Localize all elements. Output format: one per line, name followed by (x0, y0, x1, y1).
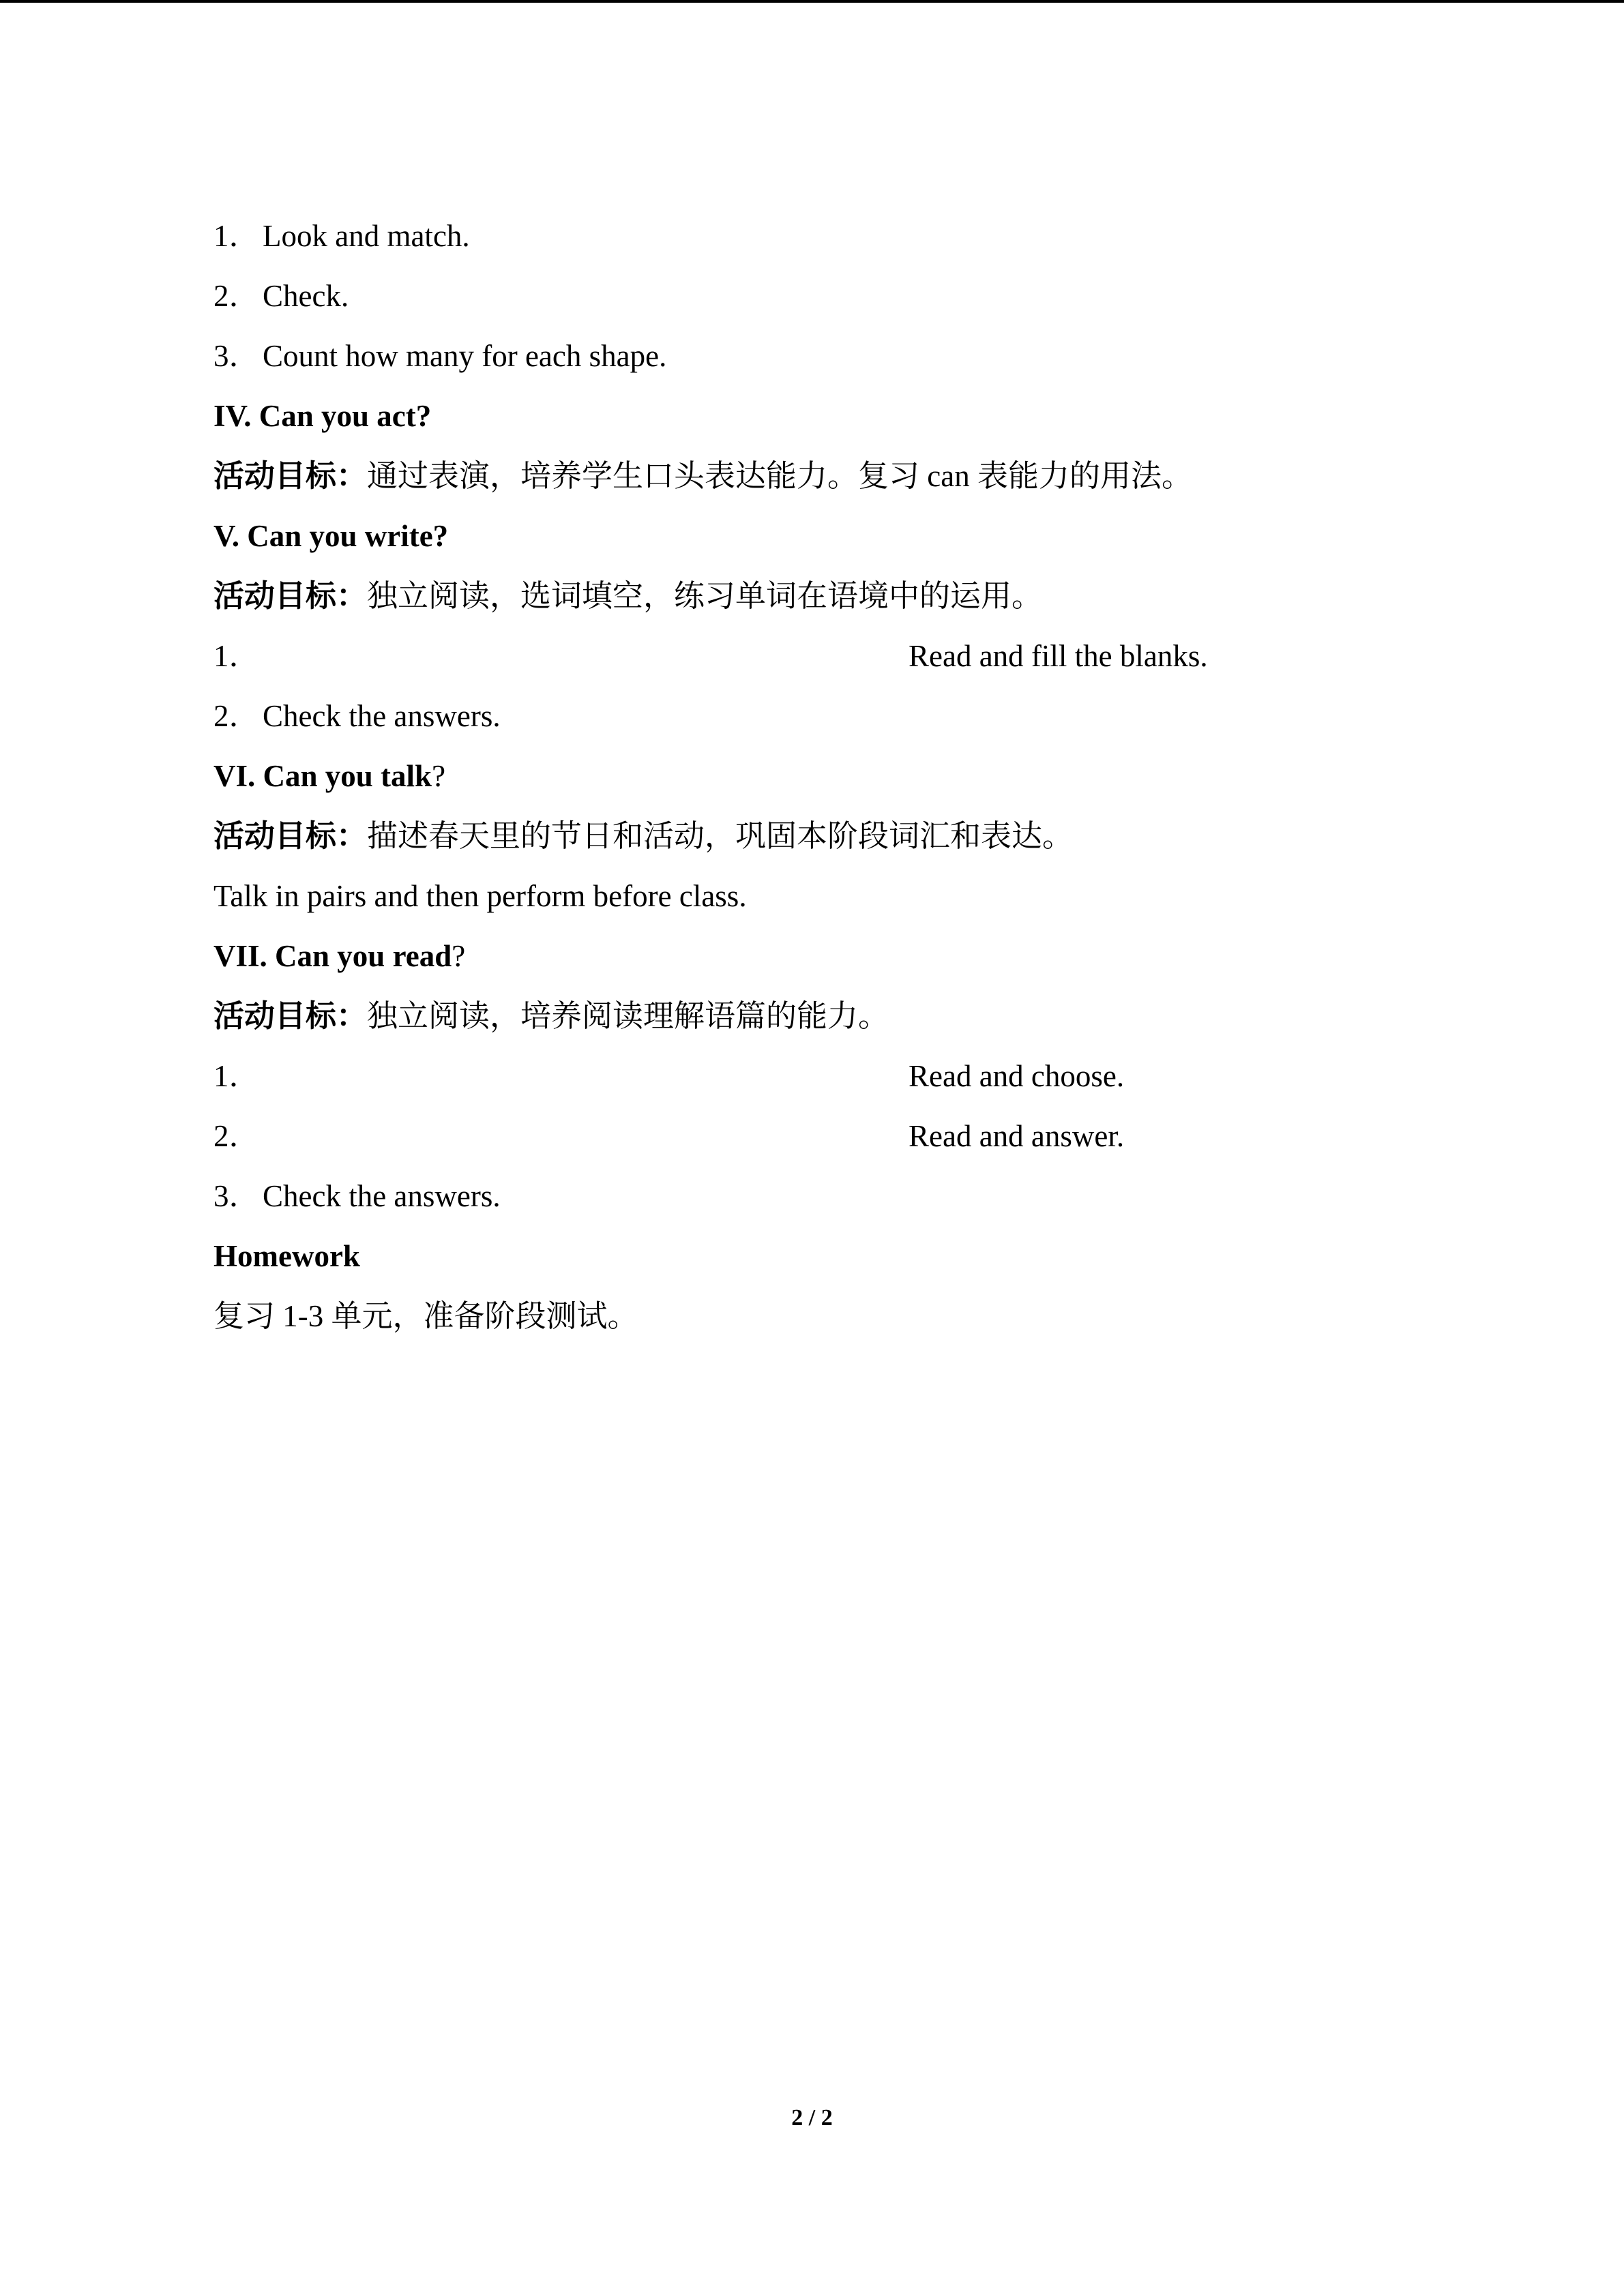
item-number: 1． (213, 1059, 260, 1093)
goal-text: 描述春天里的节日和活动，巩固本阶段词汇和表达。 (367, 819, 1074, 853)
goal-text: 通过表演，培养学生口头表达能力。复习 can 表能力的用法。 (367, 459, 1192, 493)
item-number: 2． (213, 1119, 260, 1153)
heading-text: VI. Can you talk (213, 759, 432, 793)
item-number: 1． (213, 639, 260, 673)
item-number: 2． (213, 279, 260, 313)
goal-text: 独立阅读，培养阅读理解语篇的能力。 (367, 999, 889, 1033)
item-text: Look and match. (263, 219, 470, 253)
goal-label: 活动目标： (213, 459, 368, 493)
heading-punctuation: ? (432, 759, 446, 793)
list-item (213, 1113, 1509, 1173)
item-text: Count how many for each shape. (263, 339, 667, 373)
talk-instruction: Talk in pairs and then perform before class. (213, 879, 747, 913)
goal-label: 活动目标： (213, 579, 368, 613)
item-number: 3． (213, 1179, 260, 1213)
item-number: 2． (213, 699, 260, 733)
list-item (213, 1173, 1509, 1233)
goal-text: 独立阅读，选词填空，练习单词在语境中的运用。 (367, 579, 1043, 613)
section-heading-talk (213, 753, 1509, 813)
list-item (213, 213, 1509, 273)
list-item (213, 693, 1509, 753)
document-body (213, 213, 1509, 1353)
activity-goal-talk (213, 813, 1509, 873)
item-text: Read and choose. (909, 1059, 1125, 1093)
item-text: Read and fill the blanks. (909, 639, 1208, 673)
top-border-line (0, 0, 1624, 3)
section-heading-write: V. Can you write? (213, 519, 449, 553)
item-text: Check. (263, 279, 349, 313)
activity-goal-act (213, 453, 1509, 513)
homework-text: 复习 1-3 单元，准备阶段测试。 (213, 1299, 638, 1333)
item-text: Check the answers. (263, 699, 501, 733)
item-text: Check the answers. (263, 1179, 501, 1213)
list-item (213, 333, 1509, 393)
item-number: 3． (213, 339, 260, 373)
activity-goal-read (213, 993, 1509, 1053)
heading-text: VII. Can you read (213, 939, 452, 973)
section-heading-act: IV. Can you act? (213, 399, 432, 433)
goal-label: 活动目标： (213, 999, 368, 1033)
goal-label: 活动目标： (213, 819, 368, 853)
section-heading-homework: Homework (213, 1239, 360, 1273)
list-item (213, 633, 1509, 693)
page-number: 2 / 2 (791, 2105, 833, 2130)
heading-punctuation: ? (452, 939, 466, 973)
list-item (213, 273, 1509, 333)
list-item (213, 1053, 1509, 1113)
section-heading-read (213, 933, 1509, 993)
activity-goal-write (213, 573, 1509, 633)
item-text: Read and answer. (909, 1119, 1125, 1153)
item-number: 1． (213, 219, 260, 253)
